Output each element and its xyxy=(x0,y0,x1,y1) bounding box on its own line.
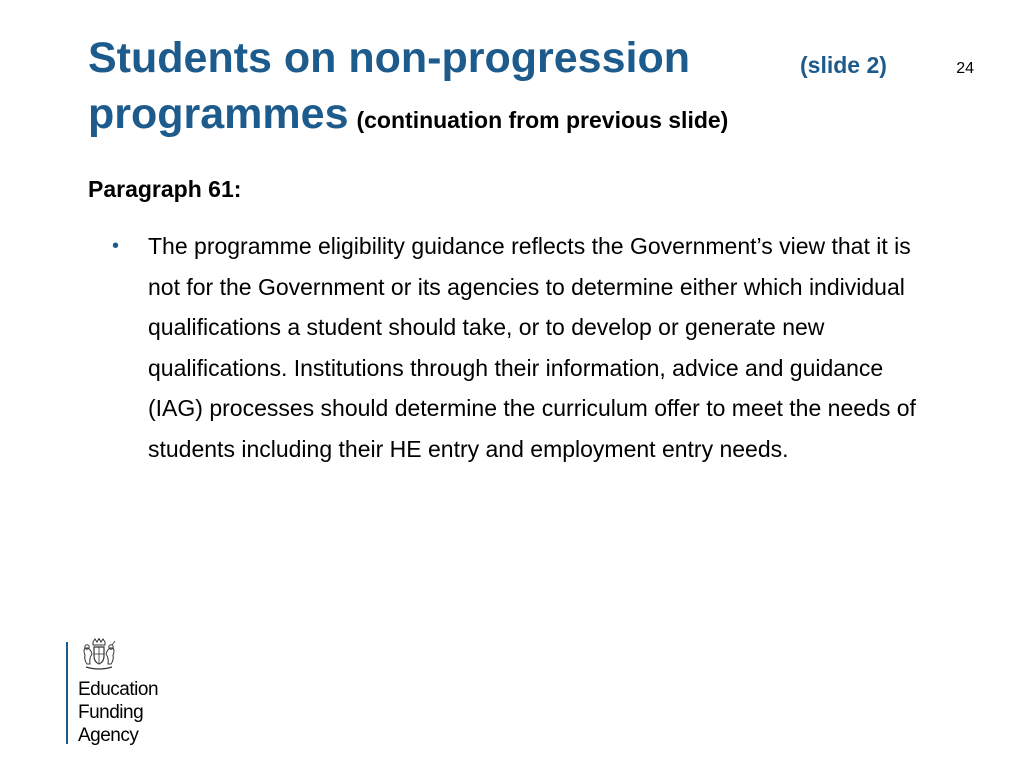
logo-divider xyxy=(66,642,68,744)
title-slide-tag: (slide 2) xyxy=(800,52,887,78)
logo-wordmark xyxy=(78,678,158,747)
royal-coat-of-arms-icon xyxy=(80,638,118,672)
logo-line-agency: Agency xyxy=(78,725,139,746)
bullet-text: The programme eligibility guidance reflects the Government’s view that it is not for the Government or its agencies to determine either which individual qualifications a student should take, or to develop or generate new qualifications. Institutions through their information, advice and guidance (IAG) processes should determine the curriculum offer to meet the needs of students including their HE entry and employment entry needs. xyxy=(148,233,916,462)
logo-line-education: Education xyxy=(78,679,159,700)
title-line-2 xyxy=(88,86,728,142)
logo-line-funding: Funding xyxy=(78,702,144,723)
title-line-2-text: programmes xyxy=(88,90,349,138)
paragraph-heading: Paragraph 61: xyxy=(88,176,242,202)
education-funding-agency-logo xyxy=(66,638,226,748)
title-continuation-note: (continuation from previous slide) xyxy=(356,107,729,133)
page-number: 24 xyxy=(956,60,974,77)
bullet-marker: • xyxy=(112,235,120,257)
bullet-item xyxy=(112,226,942,469)
title-line-1: Students on non-progression xyxy=(88,34,690,82)
